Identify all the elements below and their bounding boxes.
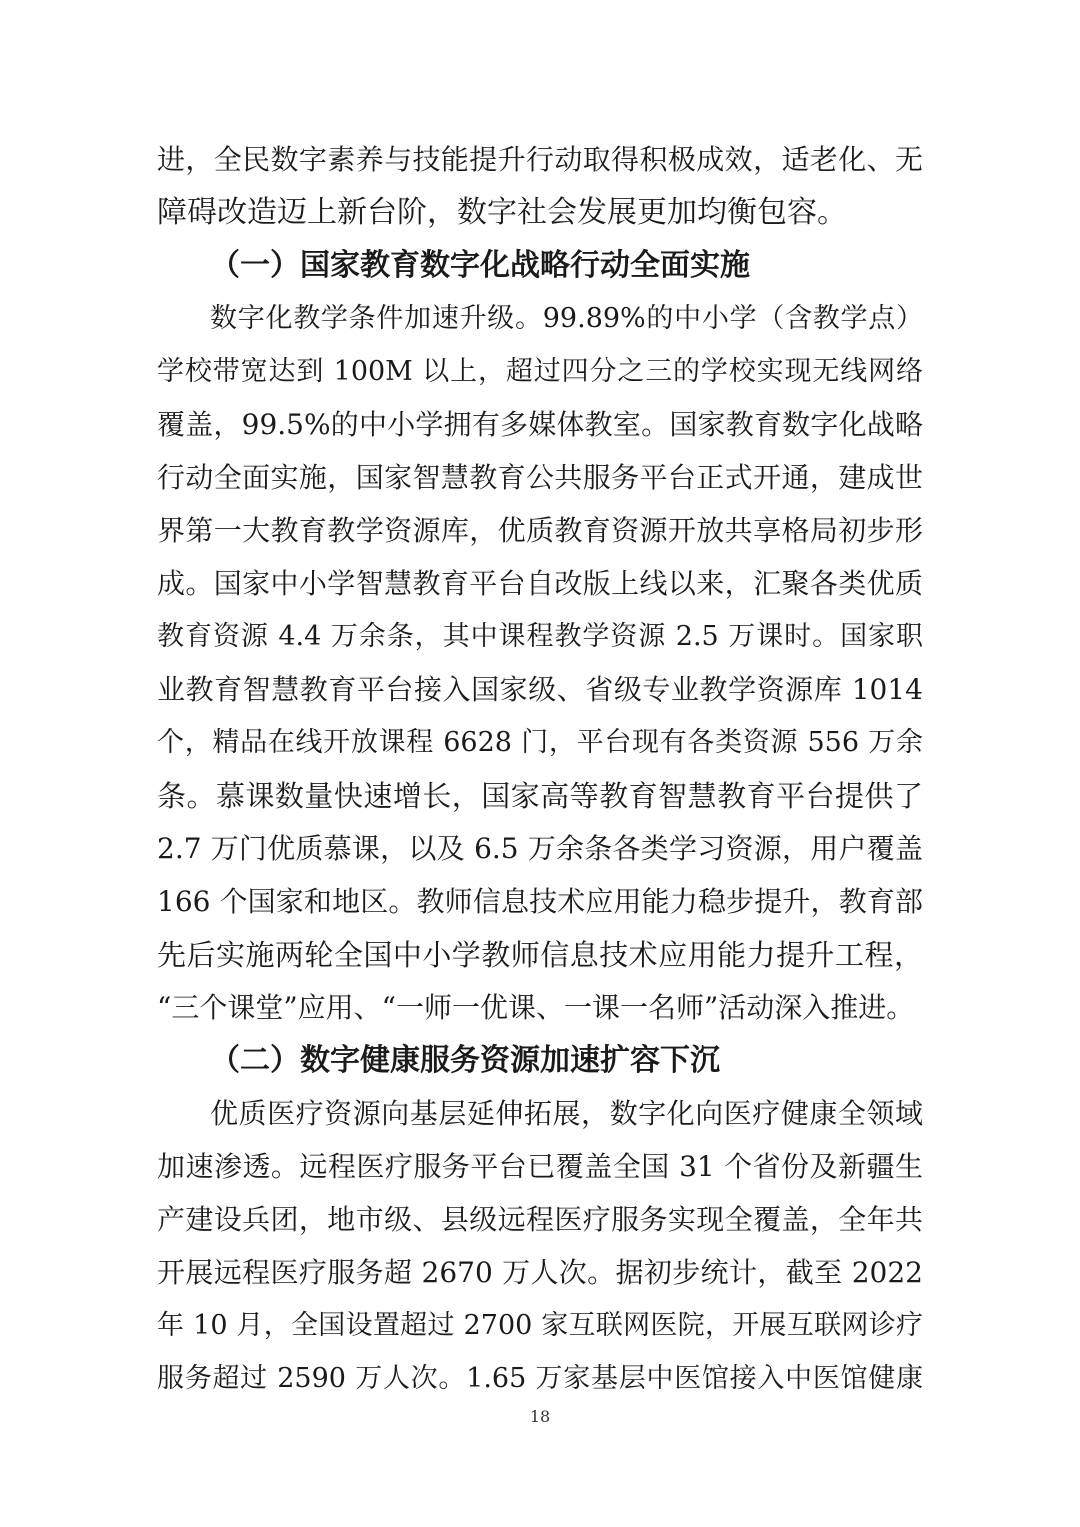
body-text-line: 优质医疗资源向基层延伸拓展，数字化向医疗健康全领域	[210, 1097, 923, 1130]
body-text-line: 个，精品在线开放课程 6628 门，平台现有各类资源 556 万余	[157, 727, 923, 758]
body-text-line: 条。慕课数量快速增长，国家高等教育智慧教育平台提供了	[157, 779, 923, 813]
body-text-line: 服务超过 2590 万人次。1.65 万家基层中医馆接入中医馆健康	[157, 1363, 923, 1394]
body-text-line: 开展远程医疗服务超 2670 万人次。据初步统计，截至 2022	[157, 1256, 923, 1289]
body-text-line: 教育资源 4.4 万余条，其中课程教学资源 2.5 万课时。国家职	[157, 621, 923, 652]
body-text-line: 产建设兵团，地市级、县级远程医疗服务实现全覆盖，全年共	[157, 1203, 923, 1236]
body-text-line: 学校带宽达到 100M 以上，超过四分之三的学校实现无线网络	[157, 356, 923, 387]
body-text-line: 2.7 万门优质慕课，以及 6.5 万余条各类学习资源，用户覆盖	[157, 832, 923, 865]
body-text-line: 先后实施两轮全国中小学教师信息技术应用能力提升工程，	[157, 938, 923, 972]
body-text-line: 进，全民数字素养与技能提升行动取得积极成效，适老化、无	[157, 143, 923, 176]
body-text-line: 业教育智慧教育平台接入国家级、省级专业教学资源库 1014	[157, 673, 923, 706]
body-text-line: 加速渗透。远程医疗服务平台已覆盖全国 31 个省份及新疆生	[157, 1150, 923, 1183]
body-text-line: 行动全面实施，国家智慧教育公共服务平台正式开通，建成世	[157, 461, 923, 494]
body-text-line: 覆盖，99.5%的中小学拥有多媒体教室。国家教育数字化战略	[157, 408, 923, 441]
section-heading-1: （一）国家教育数字化战略行动全面实施	[210, 248, 750, 283]
page-number: 18	[529, 1407, 551, 1426]
body-text-line: 数字化教学条件加速升级。99.89%的中小学（含教学点）	[210, 303, 923, 334]
section-heading-2: （二）数字健康服务资源加速扩容下沉	[210, 1043, 720, 1078]
body-text-line: 年 10 月，全国设置超过 2700 家互联网医院，开展互联网诊疗	[157, 1310, 923, 1341]
body-text-line: 界第一大教育教学资源库，优质教育资源开放共享格局初步形	[157, 514, 923, 547]
body-text-line: 成。国家中小学智慧教育平台自改版上线以来，汇聚各类优质	[157, 567, 923, 600]
body-text-line: 障碍改造迈上新台阶，数字社会发展更加均衡包容。	[157, 195, 847, 230]
body-text-line: “三个课堂”应用、“一师一优课、一课一名师”活动深入推进。	[157, 991, 915, 1024]
body-text-line: 166 个国家和地区。教师信息技术应用能力稳步提升，教育部	[157, 885, 923, 918]
